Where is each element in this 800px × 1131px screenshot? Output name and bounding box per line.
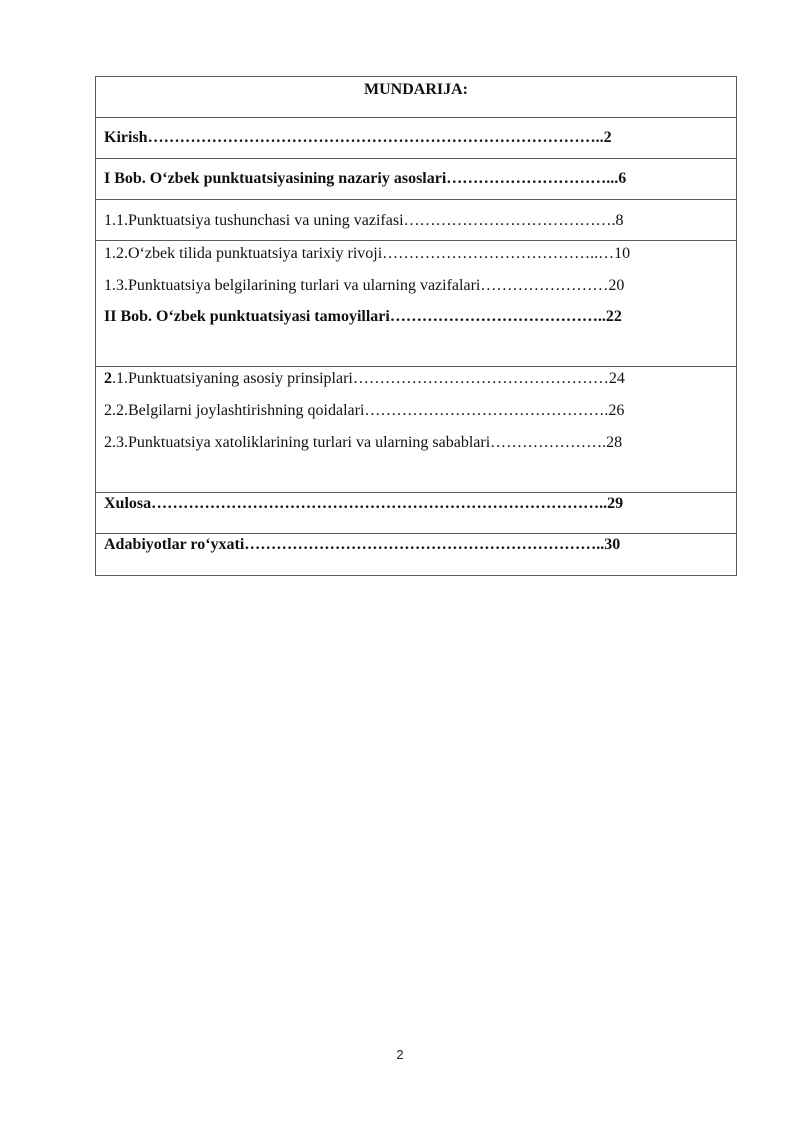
toc-entry-1-3: 1.3.Punktuatsiya belgilarining turlari va ularning vazifalari……………………20 (104, 277, 625, 294)
toc-title: MUNDARIJA: (364, 81, 468, 98)
toc-entry-1-1: 1.1.Punktuatsiya tushunchasi va uning vazifasi………………………………….8 (104, 212, 624, 229)
toc-title-cell (96, 77, 736, 118)
toc-entry-kirish: Kirish…………………………………………………………………………..2 (104, 129, 612, 146)
toc-entry-2-1-number: 2 (104, 370, 112, 387)
toc-entry-2-1-text: .1.Punktuatsiyaning asosiy prinsiplari…………………………………………24 (112, 370, 625, 387)
toc-row-1-1 (96, 200, 736, 241)
toc-row-bob1 (96, 159, 736, 200)
toc-row-adabiyotlar (96, 534, 736, 575)
page-number: 2 (396, 1047, 404, 1062)
toc-row-xulosa (96, 493, 736, 534)
toc-entry-2-2: 2.2.Belgilarni joylashtirishning qoidalari……………………………………….26 (104, 402, 625, 419)
toc-entry-xulosa: Xulosa…………………………………………………………………………..29 (104, 495, 624, 512)
toc-group-1 (96, 241, 736, 367)
toc-row-kirish (96, 118, 736, 159)
toc-entry-1-2: 1.2.O‘zbek tilida punktuatsiya tarixiy rivoji…………………………………..…10 (104, 245, 631, 262)
toc-entry-bob2: II Bob. O‘zbek punktuatsiyasi tamoyillari…………………………………..22 (104, 308, 622, 325)
toc-entry-adabiyotlar: Adabiyotlar ro‘yxati…………………………………………………………..30 (104, 536, 621, 553)
toc-entry-2-1 (104, 370, 625, 388)
toc-entry-2-3: 2.3.Punktuatsiya xatoliklarining turlari va ularning sabablari………………….28 (104, 434, 623, 451)
toc-entry-bob1: I Bob. O‘zbek punktuatsiyasining nazariy asoslari…………………………...6 (104, 170, 627, 187)
toc-group-2 (96, 367, 736, 493)
table-of-contents (95, 76, 737, 576)
